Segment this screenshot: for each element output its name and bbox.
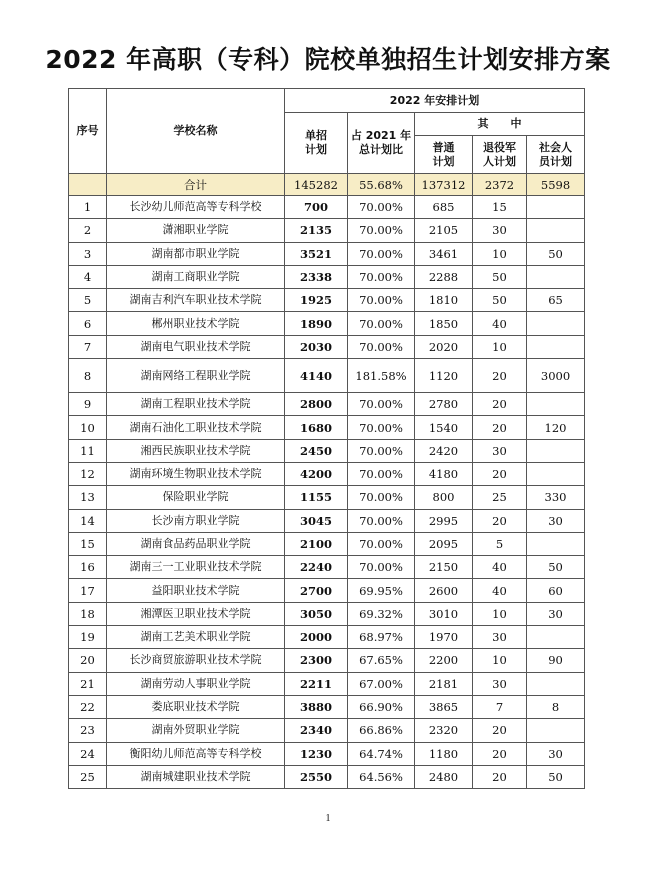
cell-seq: 18: [69, 602, 107, 625]
cell-plan: 1680: [285, 416, 348, 439]
cell-ratio: 69.32%: [348, 602, 415, 625]
cell-plan: 3050: [285, 602, 348, 625]
cell-school: 湖南工商职业学院: [107, 265, 285, 288]
table-row: [69, 602, 585, 625]
cell-veteran: 30: [473, 219, 527, 242]
cell-plan: 2340: [285, 719, 348, 742]
cell-seq: 22: [69, 695, 107, 718]
cell-veteran: 10: [473, 649, 527, 672]
table-row: [69, 695, 585, 718]
cell-school: 湘潭医卫职业技术学院: [107, 602, 285, 625]
cell-social: [527, 393, 585, 416]
cell-veteran: 15: [473, 196, 527, 219]
header-social-line1: 社会人: [539, 140, 573, 154]
total-veteran: 2372: [473, 174, 527, 196]
total-plan: 145282: [285, 174, 348, 196]
header-regular-line2: 计划: [432, 154, 455, 168]
cell-ratio: 70.00%: [348, 393, 415, 416]
header-plan-group: 2022 年安排计划: [285, 89, 585, 113]
cell-plan: 3045: [285, 509, 348, 532]
header-veteran-line2: 人计划: [483, 154, 516, 168]
header-regular: [415, 136, 473, 174]
table-row: [69, 416, 585, 439]
header-seq: 序号: [69, 89, 107, 174]
total-seq: [69, 174, 107, 196]
cell-plan: 2100: [285, 532, 348, 555]
cell-veteran: 10: [473, 335, 527, 358]
cell-school: 湖南三一工业职业技术学院: [107, 556, 285, 579]
table-row: [69, 579, 585, 602]
cell-plan: 2550: [285, 765, 348, 788]
cell-ratio: 70.00%: [348, 196, 415, 219]
cell-ratio: 66.90%: [348, 695, 415, 718]
cell-social: [527, 265, 585, 288]
cell-plan: 1230: [285, 742, 348, 765]
header-social: [527, 136, 585, 174]
cell-plan: 1155: [285, 486, 348, 509]
cell-veteran: 30: [473, 626, 527, 649]
total-row: [69, 174, 585, 196]
cell-seq: 10: [69, 416, 107, 439]
cell-regular: 2181: [415, 672, 473, 695]
table-row: [69, 439, 585, 462]
header-row-1: [69, 89, 585, 113]
cell-seq: 20: [69, 649, 107, 672]
cell-seq: 21: [69, 672, 107, 695]
cell-seq: 15: [69, 532, 107, 555]
cell-veteran: 20: [473, 393, 527, 416]
cell-plan: 4140: [285, 359, 348, 393]
cell-social: [527, 439, 585, 462]
cell-school: 湖南劳动人事职业学院: [107, 672, 285, 695]
cell-seq: 14: [69, 509, 107, 532]
table-row: [69, 359, 585, 393]
cell-seq: 19: [69, 626, 107, 649]
cell-regular: 4180: [415, 462, 473, 485]
cell-plan: 2338: [285, 265, 348, 288]
header-ratio-line2: 总计划比: [359, 143, 403, 156]
cell-regular: 2780: [415, 393, 473, 416]
cell-veteran: 20: [473, 742, 527, 765]
cell-school: 湖南电气职业技术学院: [107, 335, 285, 358]
cell-social: 8: [527, 695, 585, 718]
header-school: 学校名称: [107, 89, 285, 174]
cell-regular: 2288: [415, 265, 473, 288]
cell-ratio: 69.95%: [348, 579, 415, 602]
total-social: 5598: [527, 174, 585, 196]
enrollment-plan-table: [68, 88, 585, 789]
header-among: 其 中: [415, 113, 585, 136]
cell-ratio: 70.00%: [348, 335, 415, 358]
cell-regular: 2995: [415, 509, 473, 532]
cell-seq: 24: [69, 742, 107, 765]
cell-social: [527, 196, 585, 219]
cell-social: 120: [527, 416, 585, 439]
cell-plan: 2211: [285, 672, 348, 695]
header-ratio-line1: 占 2021 年: [350, 129, 412, 142]
cell-seq: 11: [69, 439, 107, 462]
cell-veteran: 30: [473, 672, 527, 695]
header-plan-line2: 计划: [305, 143, 327, 156]
cell-veteran: 50: [473, 265, 527, 288]
cell-ratio: 67.65%: [348, 649, 415, 672]
cell-plan: 2135: [285, 219, 348, 242]
cell-school: 益阳职业技术学院: [107, 579, 285, 602]
cell-veteran: 10: [473, 602, 527, 625]
total-label: 合计: [107, 174, 285, 196]
total-ratio: 55.68%: [348, 174, 415, 196]
table-row: [69, 742, 585, 765]
cell-veteran: 25: [473, 486, 527, 509]
header-veteran: [473, 136, 527, 174]
table-row: [69, 219, 585, 242]
table-row: [69, 196, 585, 219]
cell-regular: 2420: [415, 439, 473, 462]
cell-seq: 4: [69, 265, 107, 288]
cell-school: 湖南都市职业学院: [107, 242, 285, 265]
cell-school: 湘西民族职业技术学院: [107, 439, 285, 462]
cell-ratio: 70.00%: [348, 509, 415, 532]
cell-plan: 2000: [285, 626, 348, 649]
cell-regular: 1850: [415, 312, 473, 335]
table-row: [69, 626, 585, 649]
cell-veteran: 40: [473, 312, 527, 335]
cell-school: 湖南工程职业技术学院: [107, 393, 285, 416]
cell-school: 长沙商贸旅游职业技术学院: [107, 649, 285, 672]
cell-plan: 4200: [285, 462, 348, 485]
cell-regular: 1120: [415, 359, 473, 393]
cell-veteran: 20: [473, 462, 527, 485]
cell-school: 郴州职业技术学院: [107, 312, 285, 335]
cell-regular: 2600: [415, 579, 473, 602]
cell-seq: 17: [69, 579, 107, 602]
cell-social: 30: [527, 602, 585, 625]
cell-seq: 12: [69, 462, 107, 485]
total-regular: 137312: [415, 174, 473, 196]
cell-school: 湖南环境生物职业技术学院: [107, 462, 285, 485]
cell-regular: 2320: [415, 719, 473, 742]
cell-social: [527, 335, 585, 358]
table-row: [69, 672, 585, 695]
cell-regular: 2105: [415, 219, 473, 242]
cell-regular: 1540: [415, 416, 473, 439]
cell-seq: 8: [69, 359, 107, 393]
cell-seq: 25: [69, 765, 107, 788]
cell-ratio: 68.97%: [348, 626, 415, 649]
cell-regular: 1810: [415, 289, 473, 312]
cell-seq: 9: [69, 393, 107, 416]
cell-social: [527, 312, 585, 335]
cell-plan: 2700: [285, 579, 348, 602]
table-row: [69, 265, 585, 288]
cell-plan: 2450: [285, 439, 348, 462]
cell-plan: 2300: [285, 649, 348, 672]
cell-school: 湖南城建职业技术学院: [107, 765, 285, 788]
cell-social: 90: [527, 649, 585, 672]
cell-social: 3000: [527, 359, 585, 393]
cell-social: 50: [527, 556, 585, 579]
cell-school: 湖南工艺美术职业学院: [107, 626, 285, 649]
cell-school: 保险职业学院: [107, 486, 285, 509]
table-row: [69, 486, 585, 509]
cell-plan: 2800: [285, 393, 348, 416]
cell-plan: 700: [285, 196, 348, 219]
cell-ratio: 70.00%: [348, 462, 415, 485]
cell-veteran: 10: [473, 242, 527, 265]
cell-plan: 3521: [285, 242, 348, 265]
cell-social: 60: [527, 579, 585, 602]
cell-regular: 1970: [415, 626, 473, 649]
document-title: 2022 年高职（专科）院校单独招生计划安排方案: [45, 45, 611, 74]
cell-ratio: 70.00%: [348, 532, 415, 555]
cell-ratio: 64.56%: [348, 765, 415, 788]
cell-school: 潇湘职业学院: [107, 219, 285, 242]
cell-social: [527, 626, 585, 649]
cell-school: 长沙南方职业学院: [107, 509, 285, 532]
cell-school: 湖南网络工程职业学院: [107, 359, 285, 393]
cell-social: 30: [527, 742, 585, 765]
cell-seq: 7: [69, 335, 107, 358]
cell-social: [527, 672, 585, 695]
cell-veteran: 20: [473, 416, 527, 439]
header-plan-line1: 单招: [305, 129, 327, 142]
table-row: [69, 556, 585, 579]
header-social-line2: 员计划: [539, 154, 573, 168]
table-row: [69, 312, 585, 335]
table-row: [69, 719, 585, 742]
cell-seq: 1: [69, 196, 107, 219]
table-row: [69, 335, 585, 358]
table-row: [69, 532, 585, 555]
cell-school: 湖南石油化工职业技术学院: [107, 416, 285, 439]
cell-ratio: 181.58%: [348, 359, 415, 393]
cell-ratio: 70.00%: [348, 556, 415, 579]
cell-regular: 3461: [415, 242, 473, 265]
cell-ratio: 64.74%: [348, 742, 415, 765]
cell-veteran: 7: [473, 695, 527, 718]
cell-plan: 1890: [285, 312, 348, 335]
cell-school: 长沙幼儿师范高等专科学校: [107, 196, 285, 219]
cell-ratio: 70.00%: [348, 242, 415, 265]
cell-ratio: 70.00%: [348, 289, 415, 312]
cell-veteran: 50: [473, 289, 527, 312]
cell-school: 湖南食品药品职业学院: [107, 532, 285, 555]
cell-veteran: 20: [473, 765, 527, 788]
cell-ratio: 70.00%: [348, 312, 415, 335]
table-row: [69, 765, 585, 788]
cell-social: [527, 532, 585, 555]
cell-seq: 2: [69, 219, 107, 242]
cell-seq: 6: [69, 312, 107, 335]
cell-regular: 2200: [415, 649, 473, 672]
cell-seq: 23: [69, 719, 107, 742]
table-row: [69, 393, 585, 416]
cell-social: 65: [527, 289, 585, 312]
cell-school: 娄底职业技术学院: [107, 695, 285, 718]
cell-ratio: 67.00%: [348, 672, 415, 695]
cell-ratio: 70.00%: [348, 219, 415, 242]
cell-social: 50: [527, 242, 585, 265]
cell-seq: 5: [69, 289, 107, 312]
header-veteran-line1: 退役军: [483, 140, 516, 154]
cell-social: 30: [527, 509, 585, 532]
table-row: [69, 649, 585, 672]
cell-social: [527, 219, 585, 242]
cell-regular: 2150: [415, 556, 473, 579]
cell-regular: 685: [415, 196, 473, 219]
header-ratio: [348, 113, 415, 174]
cell-veteran: 30: [473, 439, 527, 462]
cell-veteran: 5: [473, 532, 527, 555]
cell-social: [527, 462, 585, 485]
cell-regular: 2020: [415, 335, 473, 358]
cell-regular: 3010: [415, 602, 473, 625]
cell-plan: 1925: [285, 289, 348, 312]
cell-regular: 1180: [415, 742, 473, 765]
cell-school: 湖南外贸职业学院: [107, 719, 285, 742]
cell-plan: 2030: [285, 335, 348, 358]
cell-social: [527, 719, 585, 742]
table-row: [69, 289, 585, 312]
header-plan: [285, 113, 348, 174]
cell-ratio: 70.00%: [348, 439, 415, 462]
cell-ratio: 66.86%: [348, 719, 415, 742]
cell-social: 50: [527, 765, 585, 788]
cell-seq: 3: [69, 242, 107, 265]
cell-veteran: 20: [473, 719, 527, 742]
cell-plan: 2240: [285, 556, 348, 579]
cell-social: 330: [527, 486, 585, 509]
cell-veteran: 40: [473, 556, 527, 579]
cell-veteran: 20: [473, 359, 527, 393]
table-row: [69, 242, 585, 265]
table-row: [69, 509, 585, 532]
header-regular-line1: 普通: [432, 140, 455, 154]
cell-regular: 800: [415, 486, 473, 509]
cell-school: 湖南吉利汽车职业技术学院: [107, 289, 285, 312]
cell-plan: 3880: [285, 695, 348, 718]
page-number: 1: [325, 813, 331, 824]
cell-ratio: 70.00%: [348, 265, 415, 288]
cell-regular: 2480: [415, 765, 473, 788]
cell-veteran: 20: [473, 509, 527, 532]
cell-veteran: 40: [473, 579, 527, 602]
cell-ratio: 70.00%: [348, 486, 415, 509]
cell-seq: 13: [69, 486, 107, 509]
cell-regular: 2095: [415, 532, 473, 555]
cell-seq: 16: [69, 556, 107, 579]
cell-school: 衡阳幼儿师范高等专科学校: [107, 742, 285, 765]
cell-regular: 3865: [415, 695, 473, 718]
table-row: [69, 462, 585, 485]
cell-ratio: 70.00%: [348, 416, 415, 439]
